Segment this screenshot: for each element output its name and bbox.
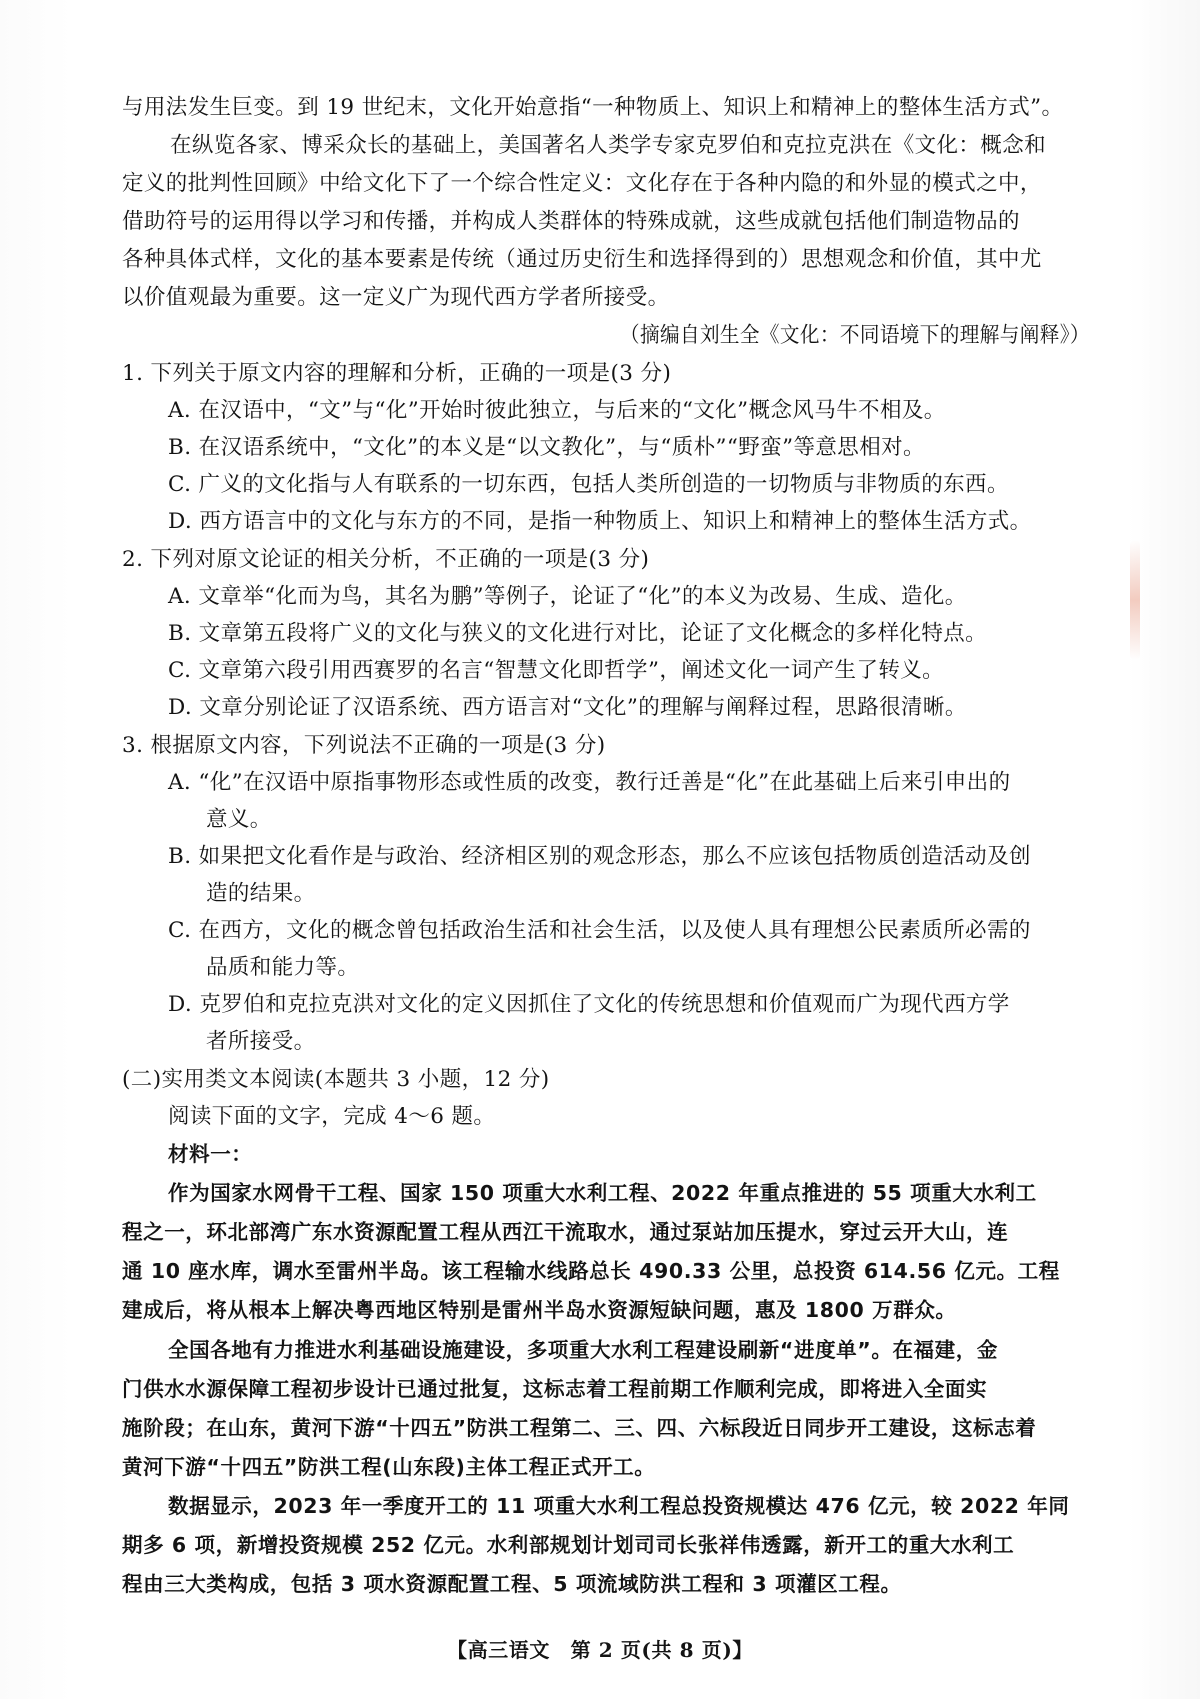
material-label: 材料一： xyxy=(168,1142,253,1166)
material-line: 期多 6 项，新增投资规模 252 亿元。水利部规划计划司司长张祥伟透露，新开工的重大水利工 xyxy=(122,1533,1015,1557)
material-line: 通 10 座水库，调水至雷州半岛。该工程输水线路总长 490.33 公里，总投资 614.56 亿元。工程 xyxy=(122,1259,1060,1283)
question-2-stem: 2. 下列对原文论证的相关分析，不正确的一项是(3 分) xyxy=(122,547,650,572)
material-line: 全国各地有力推进水利基础设施建设，多项重大水利工程建设刷新“进度单”。在福建，金 xyxy=(168,1338,998,1362)
passage-line: 定义的批判性回顾》中给文化下了一个综合性定义：文化存在于各种内隐的和外显的模式之中， xyxy=(122,171,1042,196)
question-1-stem: 1. 下列关于原文内容的理解和分析，正确的一项是(3 分) xyxy=(122,361,672,386)
question-3-option-b-cont: 造的结果。 xyxy=(206,881,316,906)
question-1-option-c: C. 广义的文化指与人有联系的一切东西，包括人类所创造的一切物质与非物质的东西。 xyxy=(168,472,1009,497)
passage-line: 在纵览各家、博采众长的基础上，美国著名人类学专家克罗伯和克拉克洪在《文化：概念和 xyxy=(170,133,1047,158)
material-line: 程之一，环北部湾广东水资源配置工程从西江干流取水，通过泵站加压提水，穿过云开大山，连 xyxy=(122,1220,1009,1244)
question-3-option-b: B. 如果把文化看作是与政治、经济相区别的观念形态，那么不应该包括物质创造活动及创 xyxy=(168,844,1031,869)
question-1-option-a: A. 在汉语中，“文”与“化”开始时彼此独立，与后来的“文化”概念风马牛不相及。 xyxy=(168,398,946,423)
question-3-option-d-cont: 者所接受。 xyxy=(206,1029,316,1054)
section-instruction: 阅读下面的文字，完成 4～6 题。 xyxy=(168,1104,496,1129)
passage-line: 以价值观最为重要。这一定义广为现代西方学者所接受。 xyxy=(122,285,670,310)
question-2-option-c: C. 文章第六段引用西赛罗的名言“智慧文化即哲学”，阐述文化一词产生了转义。 xyxy=(168,658,945,683)
question-2-option-d: D. 文章分别论证了汉语系统、西方语言对“文化”的理解与阐释过程，思路很清晰。 xyxy=(168,695,967,720)
material-line: 黄河下游“十四五”防洪工程(山东段)主体工程正式开工。 xyxy=(122,1455,656,1479)
question-3-option-c: C. 在西方，文化的概念曾包括政治生活和社会生活，以及使人具有理想公民素质所必需的 xyxy=(168,918,1031,943)
scan-stain xyxy=(1130,540,1140,660)
passage-source: （摘编自刘生全《文化：不同语境下的理解与阐释》） xyxy=(620,323,1090,348)
question-1-option-d: D. 西方语言中的文化与东方的不同，是指一种物质上、知识上和精神上的整体生活方式。 xyxy=(168,509,1032,534)
material-line: 作为国家水网骨干工程、国家 150 项重大水利工程、2022 年重点推进的 55 项重大水利工 xyxy=(168,1181,1037,1205)
material-line: 施阶段；在山东，黄河下游“十四五”防洪工程第二、三、四、六标段近日同步开工建设，这标志着 xyxy=(122,1416,1037,1440)
passage-line: 与用法发生巨变。到 19 世纪末，文化开始意指“一种物质上、知识上和精神上的整体生活方式”。 xyxy=(122,95,1064,120)
question-3-option-a-cont: 意义。 xyxy=(206,807,272,832)
question-3-option-a: A. “化”在汉语中原指事物形态或性质的改变，教行迁善是“化”在此基础上后来引申出的 xyxy=(168,770,1011,795)
section-title: (二)实用类文本阅读(本题共 3 小题，12 分) xyxy=(122,1067,550,1092)
passage-line: 各种具体式样，文化的基本要素是传统（通过历史衍生和选择得到的）思想观念和价值，其中尤 xyxy=(122,247,1042,272)
material-line: 门供水水源保障工程初步设计已通过批复，这标志着工程前期工作顺利完成，即将进入全面实 xyxy=(122,1377,988,1401)
passage-line: 借助符号的运用得以学习和传播，并构成人类群体的特殊成就，这些成就包括他们制造物品的 xyxy=(122,209,1020,234)
question-2-option-b: B. 文章第五段将广义的文化与狭义的文化进行对比，论证了文化概念的多样化特点。 xyxy=(168,621,988,646)
question-1-option-b: B. 在汉语系统中，“文化”的本义是“以文教化”，与“质朴”“野蛮”等意思相对。 xyxy=(168,435,925,460)
question-3-option-c-cont: 品质和能力等。 xyxy=(206,955,360,980)
question-2-option-a: A. 文章举“化而为鸟，其名为鹏”等例子，论证了“化”的本义为改易、生成、造化。 xyxy=(168,584,967,609)
question-3-stem: 3. 根据原文内容，下列说法不正确的一项是(3 分) xyxy=(122,733,606,758)
material-line: 程由三大类构成，包括 3 项水资源配置工程、5 项流域防洪工程和 3 项灌区工程。 xyxy=(122,1572,902,1596)
material-line: 建成后，将从根本上解决粤西地区特别是雷州半岛水资源短缺问题，惠及 1800 万群众。 xyxy=(122,1298,957,1322)
question-3-option-d: D. 克罗伯和克拉克洪对文化的定义因抓住了文化的传统思想和价值观而广为现代西方学 xyxy=(168,992,1010,1017)
material-line: 数据显示，2023 年一季度开工的 11 项重大水利工程总投资规模达 476 亿元，较 2022 年同 xyxy=(168,1494,1070,1518)
page-footer: 【高三语文 第 2 页(共 8 页)】 xyxy=(446,1638,753,1662)
